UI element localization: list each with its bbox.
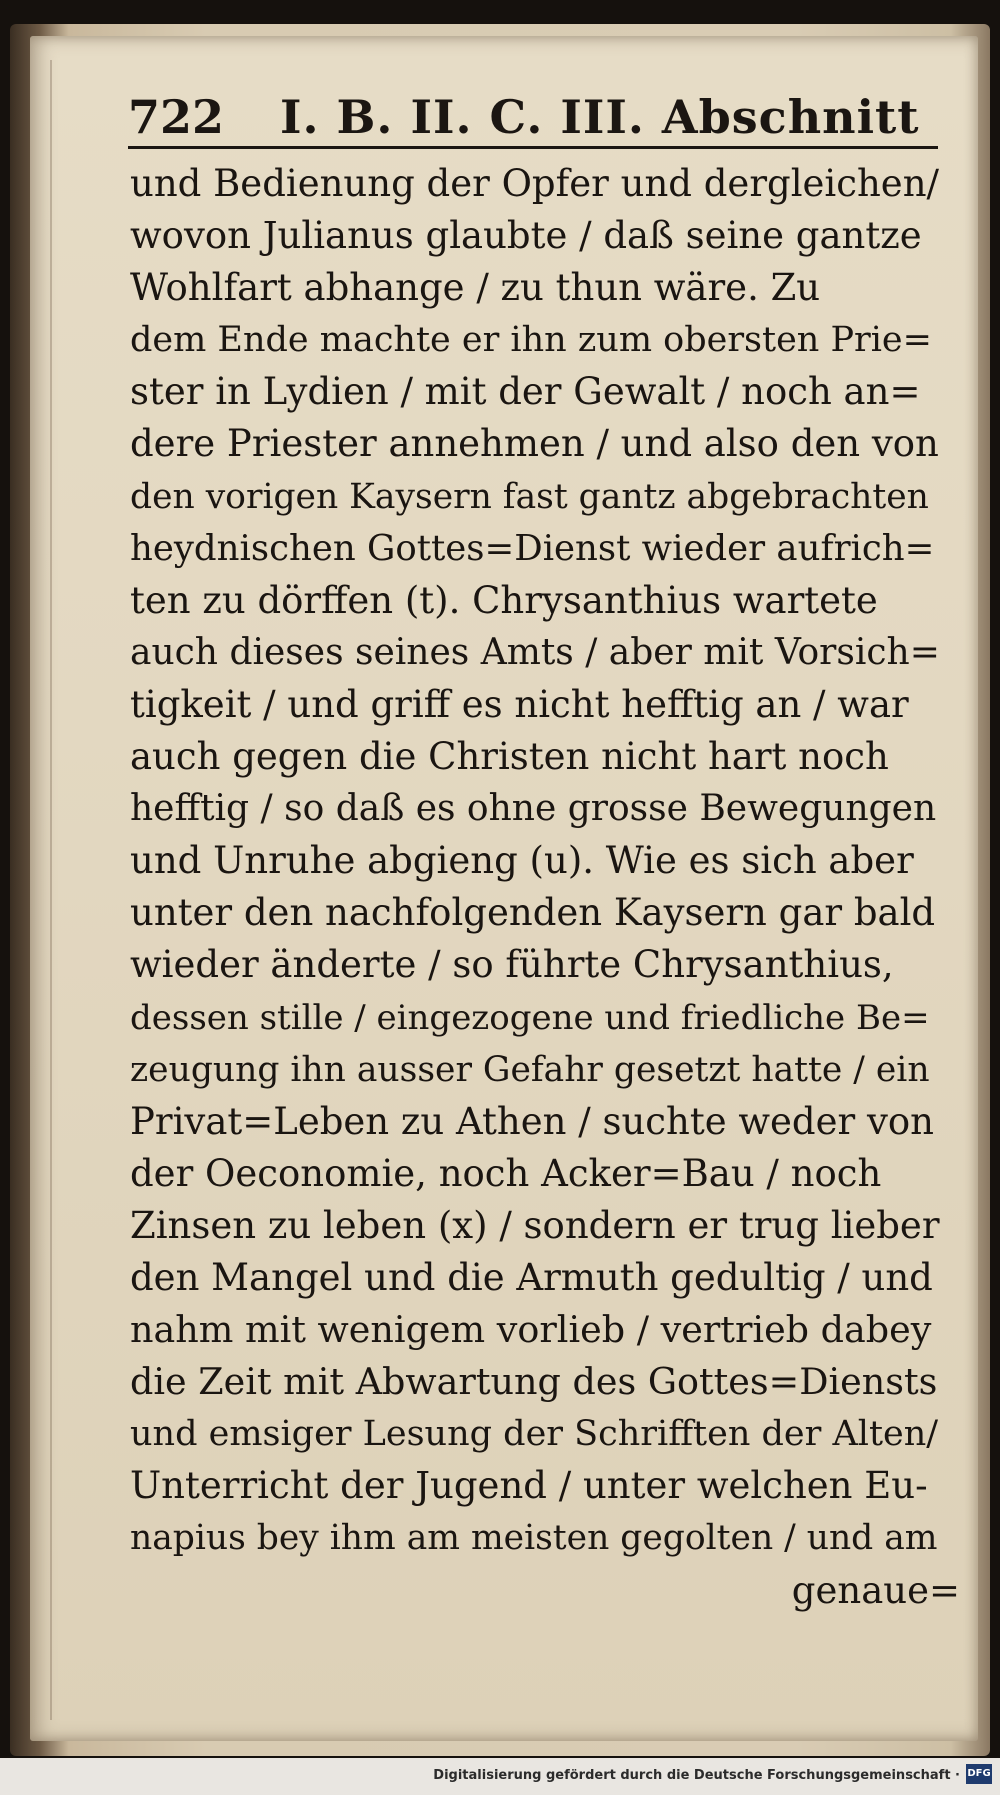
text-line: zeugung ihn ausser Gefahr gesetzt hatte / ein — [130, 1049, 930, 1090]
text-line: den Mangel und die Armuth gedultig / und — [130, 1255, 933, 1299]
body-text — [130, 158, 960, 1617]
text-line: ten zu dörffen (t). Chrysanthius wartete — [130, 578, 878, 622]
text-line: wovon Julianus glaubte / daß seine gantze — [130, 214, 922, 258]
text-line: tigkeit / und griff es nicht hefftig an / war — [130, 682, 909, 726]
text-line: Unterricht der Jugend / unter welchen Eu- — [130, 1464, 928, 1508]
catchword: genaue= — [791, 1568, 960, 1612]
page-header — [128, 88, 938, 146]
text-line: wieder änderte / so führte Chrysanthius, — [130, 943, 894, 987]
text-line: die Zeit mit Abwartung des Gottes=Diensts — [130, 1360, 938, 1404]
header-rule — [128, 146, 938, 149]
text-line: und Unruhe abgieng (u). Wie es sich aber — [130, 839, 914, 883]
text-line: dem Ende machte er ihn zum obersten Prie= — [130, 320, 932, 361]
text-line: heydnischen Gottes=Dienst wieder aufrich= — [130, 527, 935, 569]
text-line: dessen stille / eingezogene und friedliche Be= — [130, 997, 930, 1038]
text-line: napius bey ihm am meisten gegolten / und am — [130, 1518, 938, 1559]
text-line: unter den nachfolgenden Kaysern gar bald — [130, 891, 936, 935]
text-line: der Oeconomie, noch Acker=Bau / noch — [130, 1151, 882, 1195]
footer-credit: Digitalisierung gefördert durch die Deutsche Forschungsgemeinschaft · — [433, 1768, 960, 1783]
text-line: ster in Lydien / mit der Gewalt / noch an= — [130, 370, 921, 414]
text-line: auch gegen die Christen nicht hart noch — [130, 735, 889, 779]
text-line: Privat=Leben zu Athen / suchte weder von — [130, 1099, 934, 1143]
text-line: hefftig / so daß es ohne grosse Bewegungen — [130, 788, 937, 830]
text-line: und Bedienung der Opfer und dergleichen/ — [130, 162, 939, 205]
text-line: dere Priester annehmen / und also den von — [130, 422, 939, 466]
text-line: nahm mit wenigem vorlieb / vertrieb dabey — [130, 1308, 932, 1352]
text-line: Wohlfart abhange / zu thun wäre. Zu — [130, 266, 821, 310]
page-number: 722 — [128, 90, 225, 144]
text-line: und emsiger Lesung der Schrifften der Alten/ — [130, 1414, 939, 1455]
dfg-logo-icon: DFG — [966, 1764, 992, 1784]
running-head: I. B. II. C. III. Abschnitt — [280, 90, 920, 144]
text-line: auch dieses seines Amts / aber mit Vorsich= — [130, 631, 940, 673]
text-line: Zinsen zu leben (x) / sondern er trug lieber — [130, 1203, 940, 1247]
text-line: den vorigen Kaysern fast gantz abgebrachten — [130, 476, 929, 517]
page-gutter-line — [50, 60, 52, 1720]
